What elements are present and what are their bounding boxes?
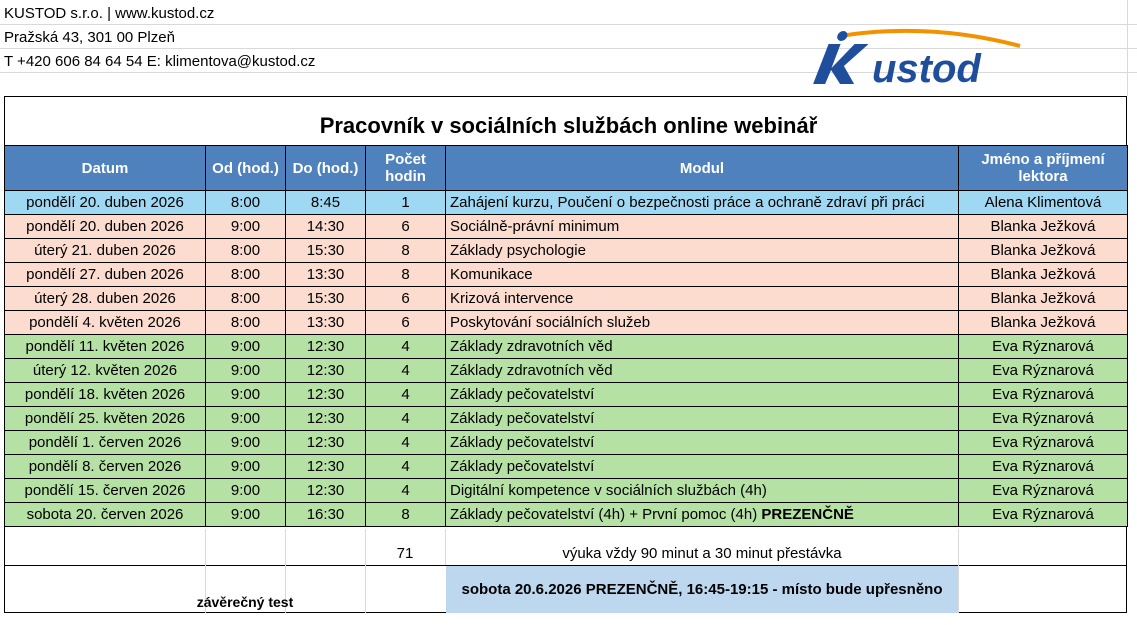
cell-lektor: Eva Rýznarová	[959, 407, 1128, 431]
cell-lektor: Eva Rýznarová	[959, 335, 1128, 359]
cell-modul: Základy pečovatelství (4h) + První pomoc (4h) PREZENČNĚ	[446, 503, 959, 527]
cell-modul: Základy pečovatelství	[446, 455, 959, 479]
cell-od: 9:00	[206, 335, 286, 359]
table-row	[5, 335, 1128, 359]
cell-modul: Zahájení kurzu, Poučení o bezpečnosti práce a ochraně zdraví při práci	[446, 191, 959, 215]
lesson-note: výuka vždy 90 minut a 30 minut přestávka	[562, 545, 842, 562]
cell-modul: Základy psychologie	[446, 239, 959, 263]
cell-do: 12:30	[286, 335, 366, 359]
cell-lektor: Blanka Ježková	[959, 287, 1128, 311]
table-row	[5, 215, 1128, 239]
header-datum: Datum	[5, 146, 206, 191]
final-test-label: závěrečný test	[196, 594, 294, 610]
cell-datum: pondělí 25. květen 2026	[5, 407, 206, 431]
table-row	[5, 431, 1128, 455]
cell-modul: Základy pečovatelství	[446, 431, 959, 455]
cell-do: 13:30	[286, 263, 366, 287]
cell-modul: Poskytování sociálních služeb	[446, 311, 959, 335]
header-pocet-hodin: Počet hodin	[366, 146, 446, 191]
cell-hodin: 6	[366, 311, 446, 335]
cell-datum: pondělí 11. květen 2026	[5, 335, 206, 359]
cell-lektor: Blanka Ježková	[959, 311, 1128, 335]
cell-do: 12:30	[286, 359, 366, 383]
table-row	[5, 287, 1128, 311]
cell-datum: úterý 12. květen 2026	[5, 359, 206, 383]
cell-do: 13:30	[286, 311, 366, 335]
cell-do: 12:30	[286, 431, 366, 455]
cell-hodin: 4	[366, 383, 446, 407]
cell-datum: pondělí 18. květen 2026	[5, 383, 206, 407]
cell-datum: pondělí 8. červen 2026	[5, 455, 206, 479]
kustod-logo	[810, 28, 1030, 90]
modul-emphasis: PREZENČNĚ	[761, 506, 854, 523]
cell-do: 15:30	[286, 287, 366, 311]
header-lektor: Jméno a příjmení lektora	[959, 146, 1128, 191]
cell-od: 8:00	[206, 239, 286, 263]
cell-od: 9:00	[206, 215, 286, 239]
table-header-row	[5, 146, 1128, 191]
cell-datum: pondělí 15. červen 2026	[5, 479, 206, 503]
cell-hodin: 4	[366, 335, 446, 359]
cell-od: 8:00	[206, 263, 286, 287]
table-row	[5, 311, 1128, 335]
table-row	[5, 359, 1128, 383]
cell-od: 8:00	[206, 191, 286, 215]
cell-lektor: Eva Rýznarová	[959, 383, 1128, 407]
cell-do: 12:30	[286, 479, 366, 503]
cell-datum: pondělí 20. duben 2026	[5, 215, 206, 239]
company-name-line: KUSTOD s.r.o. | www.kustod.cz	[4, 5, 215, 22]
table-row	[5, 407, 1128, 431]
grid-line	[958, 529, 959, 613]
cell-hodin: 1	[366, 191, 446, 215]
cell-hodin: 8	[366, 263, 446, 287]
cell-do: 15:30	[286, 239, 366, 263]
cell-od: 9:00	[206, 359, 286, 383]
cell-modul: Sociálně-právní minimum	[446, 215, 959, 239]
grid-line	[365, 529, 366, 613]
cell-lektor: Eva Rýznarová	[959, 503, 1128, 527]
cell-do: 12:30	[286, 455, 366, 479]
header-modul: Modul	[446, 146, 959, 191]
header-od: Od (hod.)	[206, 146, 286, 191]
cell-od: 8:00	[206, 287, 286, 311]
table-row	[5, 455, 1128, 479]
table-row	[5, 479, 1128, 503]
cell-hodin: 8	[366, 503, 446, 527]
cell-lektor: Eva Rýznarová	[959, 455, 1128, 479]
cell-hodin: 4	[366, 359, 446, 383]
cell-lektor: Blanka Ježková	[959, 263, 1128, 287]
cell-do: 16:30	[286, 503, 366, 527]
cell-od: 9:00	[206, 407, 286, 431]
cell-od: 9:00	[206, 479, 286, 503]
cell-modul: Základy zdravotních věd	[446, 335, 959, 359]
cell-hodin: 4	[366, 455, 446, 479]
table-row	[5, 239, 1128, 263]
cell-datum: úterý 28. duben 2026	[5, 287, 206, 311]
cell-lektor: Blanka Ježková	[959, 239, 1128, 263]
cell-do: 8:45	[286, 191, 366, 215]
header-do: Do (hod.)	[286, 146, 366, 191]
cell-hodin: 4	[366, 479, 446, 503]
cell-modul: Komunikace	[446, 263, 959, 287]
cell-datum: pondělí 4. květen 2026	[5, 311, 206, 335]
cell-lektor: Eva Rýznarová	[959, 359, 1128, 383]
logo-wordmark: ustod	[872, 47, 981, 90]
cell-modul: Krizová intervence	[446, 287, 959, 311]
table-row	[5, 263, 1128, 287]
cell-datum: úterý 21. duben 2026	[5, 239, 206, 263]
cell-do: 12:30	[286, 407, 366, 431]
cell-hodin: 8	[366, 239, 446, 263]
cell-lektor: Eva Rýznarová	[959, 479, 1128, 503]
grid-line	[1127, 0, 1128, 96]
cell-lektor: Eva Rýznarová	[959, 431, 1128, 455]
company-contact-line: T +420 606 84 64 54 E: klimentova@kustod.cz	[4, 53, 316, 70]
table-row	[5, 503, 1128, 527]
cell-modul: Základy pečovatelství	[446, 407, 959, 431]
cell-datum: sobota 20. červen 2026	[5, 503, 206, 527]
table-row	[5, 383, 1128, 407]
cell-od: 9:00	[206, 455, 286, 479]
schedule-table	[4, 145, 1128, 527]
page-title: Pracovník v sociálních službách online webinář	[319, 113, 818, 138]
cell-hodin: 6	[366, 215, 446, 239]
final-test-info: sobota 20.6.2026 PREZENČNĚ, 16:45-19:15 - místo bude upřesněno	[446, 566, 958, 613]
table-row	[5, 191, 1128, 215]
cell-lektor: Blanka Ježková	[959, 215, 1128, 239]
cell-datum: pondělí 20. duben 2026	[5, 191, 206, 215]
cell-datum: pondělí 1. červen 2026	[5, 431, 206, 455]
cell-modul: Základy zdravotních věd	[446, 359, 959, 383]
cell-modul: Základy pečovatelství	[446, 383, 959, 407]
cell-hodin: 4	[366, 431, 446, 455]
cell-od: 9:00	[206, 503, 286, 527]
cell-od: 9:00	[206, 431, 286, 455]
cell-hodin: 6	[366, 287, 446, 311]
total-hours: 71	[396, 545, 414, 562]
cell-modul: Digitální kompetence v sociálních službách (4h)	[446, 479, 959, 503]
cell-lektor: Alena Klimentová	[959, 191, 1128, 215]
cell-hodin: 4	[366, 407, 446, 431]
cell-od: 8:00	[206, 311, 286, 335]
cell-od: 9:00	[206, 383, 286, 407]
cell-do: 12:30	[286, 383, 366, 407]
company-address-line: Pražská 43, 301 00 Plzeň	[4, 29, 175, 46]
cell-datum: pondělí 27. duben 2026	[5, 263, 206, 287]
cell-do: 14:30	[286, 215, 366, 239]
